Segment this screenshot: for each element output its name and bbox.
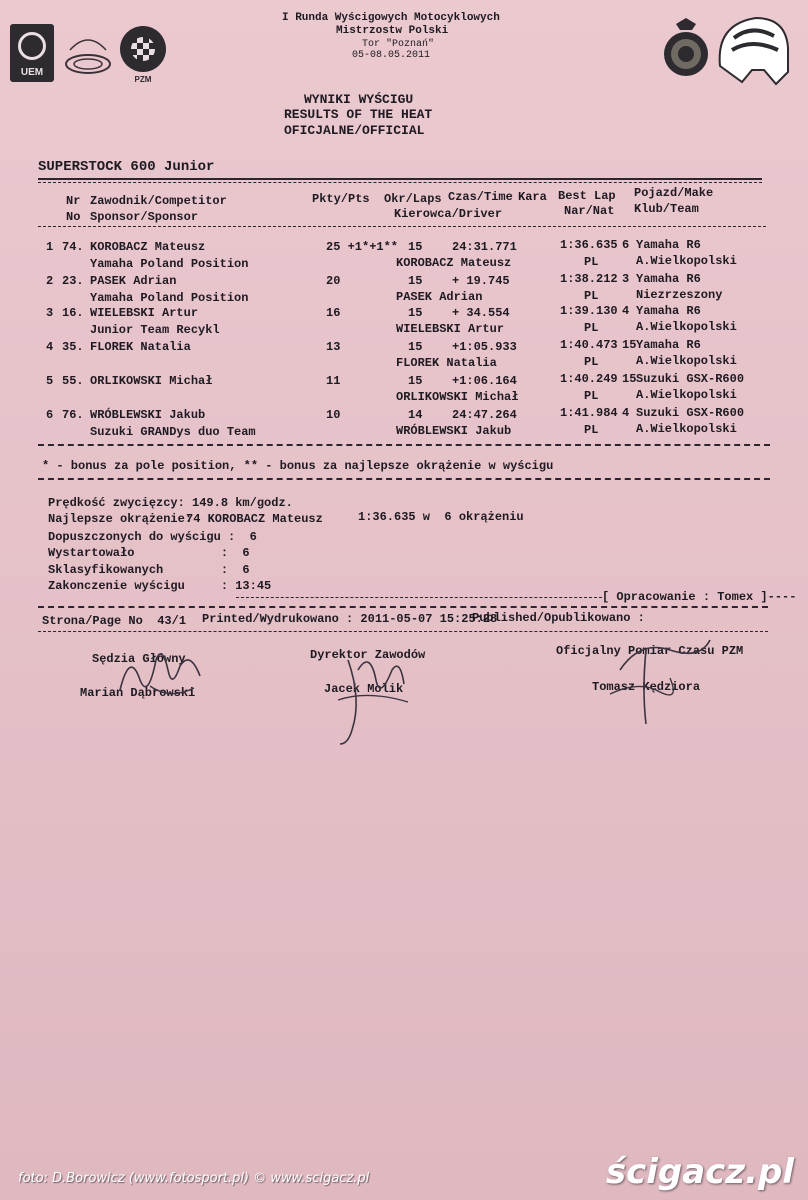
bonus-note: * - bonus za pole position, ** - bonus za najlepsze okrążenie w wyścigu [42,459,554,473]
result-laps: 15 [408,306,423,320]
result-pos: 6 [46,408,54,422]
header-rule-dashed [38,182,762,183]
result-name: PASEK Adrian [90,274,177,288]
result-best: 1:40.249 [560,372,618,386]
admitted-count: Dopuszczonych do wyścigu : 6 [48,530,257,544]
timing-title: Oficjalny Pomiar Czasu PZM [556,644,744,658]
page-number: Strona/Page No 43/1 [42,614,187,628]
col-nr: Nr [66,194,81,208]
result-nat: PL [584,423,599,437]
title-en: RESULTS OF THE HEAT [284,107,433,122]
result-driver: FLOREK Natalia [396,356,497,370]
result-no: 23. [62,274,84,288]
col-best-lap: Best Lap [558,189,616,203]
bonus-rule [38,478,770,480]
result-time: + 34.554 [452,306,510,320]
result-name: KOROBACZ Mateusz [90,240,206,254]
result-laps: 15 [408,340,423,354]
title-pl: WYNIKI WYŚCIGU [304,92,414,107]
result-nat: PL [584,255,599,269]
started-count: Wystartowało : 6 [48,546,250,560]
result-team: A.Wielkopolski [636,320,737,334]
judge-signature [110,640,210,710]
result-name: WRÓBLEWSKI Jakub [90,408,206,422]
result-lap: 15 [622,372,637,386]
col-nat: Nar/Nat [564,204,615,218]
result-pts: 20 [326,274,341,288]
result-time: 24:31.771 [452,240,517,254]
classified-count: Sklasyfikowanych : 6 [48,563,250,577]
director-name: Jacek Molik [324,682,404,696]
judge-title: Sędzia Główny [92,652,186,666]
result-laps: 15 [408,374,423,388]
header-rule [38,178,762,180]
result-pts: 10 [326,408,341,422]
result-no: 55. [62,374,84,388]
result-no: 76. [62,408,84,422]
pzm-logo-text: PZM [134,75,152,84]
event-title: I Runda Wyścigowych Motocyklowych [282,12,500,24]
col-competitor: Zawodnik/Competitor [90,194,227,208]
alpe-adria-logo [62,28,114,80]
result-pts: 25 +1*+1** [326,240,399,254]
uem-logo [10,24,54,82]
col-team: Klub/Team [634,202,699,216]
event-track: Tor "Poznań" [362,39,435,50]
result-team: Niezrzeszony [636,288,723,302]
result-sponsor: Yamaha Poland Position [90,257,249,271]
result-sponsor: Yamaha Poland Position [90,291,249,305]
col-laps: Okr/Laps [384,192,442,206]
result-make: Yamaha R6 [636,304,701,318]
timing-name: Tomasz Kędziora [592,680,701,694]
result-pts: 16 [326,306,341,320]
result-team: A.Wielkopolski [636,354,737,368]
result-time: 24:47.264 [452,408,517,422]
col-time: Czas/Time [448,190,513,204]
best-lap-label: Najlepsze okrążenie: [48,512,193,526]
result-team: A.Wielkopolski [636,388,737,402]
result-driver: WRÓBLEWSKI Jakub [396,424,512,438]
result-pos: 1 [46,240,54,254]
result-lap: 15 [622,338,637,352]
result-no: 35. [62,340,84,354]
result-laps: 15 [408,240,423,254]
timing-signature [600,630,720,730]
result-team: A.Wielkopolski [636,254,737,268]
result-pts: 13 [326,340,341,354]
result-pts: 11 [326,374,341,388]
result-best: 1:39.130 [560,304,618,318]
best-lap-rider: 74 KOROBACZ Mateusz [186,512,323,526]
result-pos: 2 [46,274,54,288]
footer-rule [38,606,768,608]
result-laps: 15 [408,274,423,288]
result-pos: 4 [46,340,54,354]
club-emblem-logo [660,16,712,78]
col-no: No [66,210,81,224]
result-time: + 19.745 [452,274,510,288]
result-driver: KOROBACZ Mateusz [396,256,512,270]
result-no: 16. [62,306,84,320]
result-nat: PL [584,321,599,335]
col-sponsor: Sponsor/Sponsor [90,210,199,224]
col-make: Pojazd/Make [634,186,714,200]
director-signature [318,640,418,750]
result-sponsor: Suzuki GRANDys duo Team [90,425,256,439]
stats-rule [236,597,602,598]
prepared-by: [ Opracowanie : Tomex ]---- [602,590,797,604]
title-official: OFICJALNE/OFFICIAL [284,123,425,138]
winner-speed: Prędkość zwycięzcy: 149.8 km/godz. [48,496,293,510]
result-make: Yamaha R6 [636,238,701,252]
col-driver: Kierowca/Driver [394,207,503,221]
result-pos: 5 [46,374,54,388]
col-kara: Kara [518,190,547,204]
brand-logo: ścigacz.pl [605,1152,794,1192]
columns-rule [38,226,766,227]
event-subtitle: Mistrzostw Polski [336,25,449,37]
result-time: +1:05.933 [452,340,517,354]
judge-name: Marian Dąbrowski [80,686,196,700]
col-pts: Pkty/Pts [312,192,370,206]
result-sponsor: Junior Team Recykl [90,323,220,337]
result-best: 1:41.984 [560,406,618,420]
result-nat: PL [584,389,599,403]
result-make: Suzuki GSX-R600 [636,372,745,386]
result-driver: PASEK Adrian [396,290,483,304]
published-label: Published/Opublikowano : [472,611,645,625]
best-lap-time: 1:36.635 w 6 okrążeniu [358,510,524,524]
result-laps: 14 [408,408,423,422]
uem-logo-text: UEM [20,67,44,78]
result-best: 1:40.473 [560,338,618,352]
result-nat: PL [584,289,599,303]
result-no: 74. [62,240,84,254]
finish-time: Zakonczenie wyścigu : 13:45 [48,579,272,593]
result-name: WIELEBSKI Artur [90,306,199,320]
result-nat: PL [584,355,599,369]
result-driver: WIELEBSKI Artur [396,322,505,336]
result-best: 1:36.635 [560,238,618,252]
result-lap: 4 [622,406,630,420]
helmet-logo [712,10,792,88]
results-rule [38,444,770,446]
director-title: Dyrektor Zawodów [310,648,426,662]
result-name: FLOREK Natalia [90,340,191,354]
class-name: SUPERSTOCK 600 Junior [38,159,215,175]
result-name: ORLIKOWSKI Michał [90,374,213,388]
result-lap: 6 [622,238,630,252]
event-dates: 05-08.05.2011 [352,50,431,61]
result-team: A.Wielkopolski [636,422,737,436]
result-driver: ORLIKOWSKI Michał [396,390,519,404]
result-lap: 4 [622,304,630,318]
printed-timestamp: Printed/Wydrukowano : 2011-05-07 15:25:28 [202,612,498,626]
pzm-logo [120,26,166,84]
result-make: Yamaha R6 [636,338,701,352]
result-lap: 3 [622,272,630,286]
photo-credit: foto: D.Borowicz (www.fotosport.pl) © www.scigacz.pl [18,1171,370,1186]
result-make: Yamaha R6 [636,272,701,286]
result-best: 1:38.212 [560,272,618,286]
result-pos: 3 [46,306,54,320]
result-time: +1:06.164 [452,374,517,388]
result-make: Suzuki GSX-R600 [636,406,745,420]
